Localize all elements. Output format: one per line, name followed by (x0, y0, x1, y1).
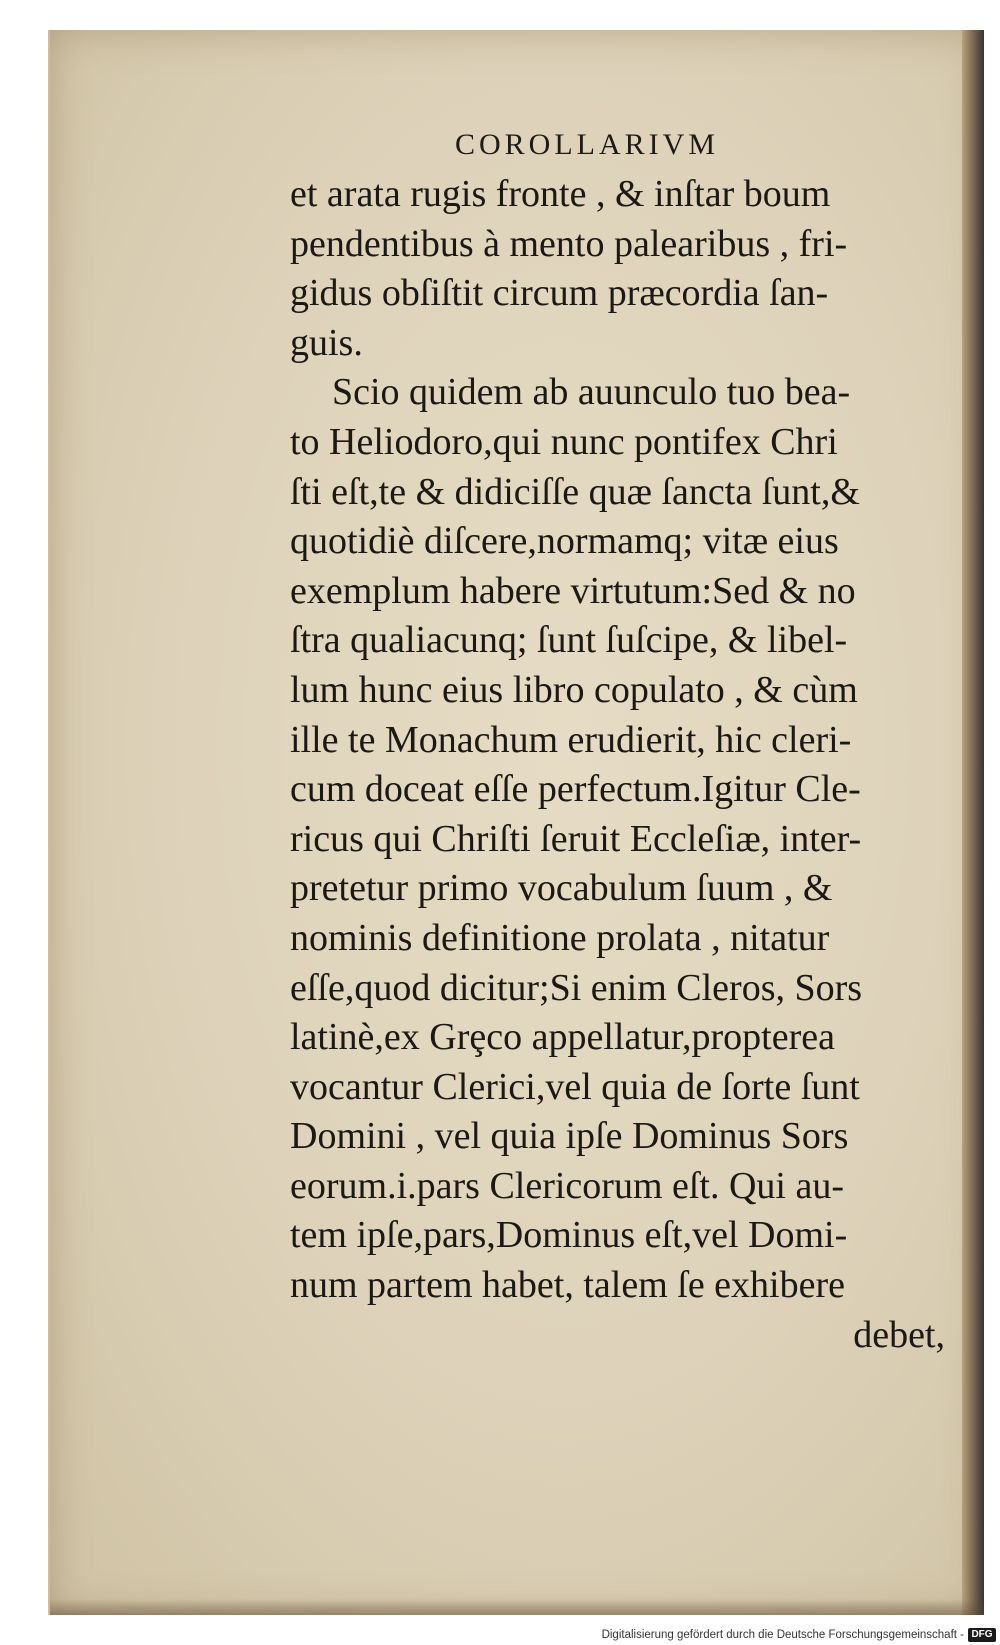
text-line: to Heliodoro,qui nunc pontifex Chri (290, 420, 838, 463)
text-line: vocantur Clerici,vel quia de ſorte ſunt (290, 1065, 860, 1108)
text-line: eorum.i.pars Clericorum eſt. Qui au- (290, 1164, 845, 1207)
text-line: pendentibus à mento palearibus , fri- (290, 222, 848, 265)
text-line: gidus obſiſtit circum præcordia ſan- (290, 272, 829, 315)
text-line: Scio quidem ab auunculo tuo bea- (332, 371, 851, 414)
body-text (290, 170, 955, 1360)
text-line: nominis definitione prolata , nitatur (290, 916, 830, 959)
text-line: ille te Monachum erudierit, hic cleri- (290, 718, 852, 761)
text-line: eſſe,quod dicitur;Si enim Cleros, Sors (290, 966, 863, 1009)
text-line: ſtra qualiacunq; ſunt ſuſcipe, & libel- (290, 619, 848, 662)
text-line: cum doceat eſſe perfectum.Igitur Cle- (290, 768, 861, 811)
dfg-logo-icon: DFG (968, 1628, 996, 1642)
text-line: tem ipſe,pars,Dominus eſt,vel Domi- (290, 1214, 848, 1257)
text-line: quotidiè diſcere,normamq; vitæ eius (290, 520, 839, 563)
text-line: guis. (290, 321, 363, 364)
catchword: debet, (853, 1313, 945, 1356)
text-line: lum hunc eius libro copulato , & cùm (290, 668, 858, 711)
text-line: et arata rugis fronte , & inſtar boum (290, 173, 831, 215)
text-line: num partem habet, talem ſe exhibere (290, 1264, 845, 1307)
text-line: pretetur primo vocabulum ſuum , & (290, 867, 833, 910)
funding-credit: Digitalisierung gefördert durch die Deutsche Forschungsgemeinschaft - (601, 1629, 964, 1641)
page-edge (962, 30, 984, 1615)
text-line: ſti eſt,te & didiciſſe quæ ſancta ſunt,& (290, 470, 860, 513)
page-bottom-shadow (50, 1599, 984, 1615)
text-line: Domini , vel quia ipſe Dominus Sors (290, 1115, 849, 1158)
text-line: exemplum habere virtutum:Sed & no (290, 569, 856, 612)
text-line: ricus qui Chriſti ſeruit Eccleſiæ, inter- (290, 817, 862, 860)
text-line: latinè,ex Grȩco appellatur,propterea (290, 1016, 835, 1059)
running-head: COROLLARIVM (455, 128, 720, 161)
